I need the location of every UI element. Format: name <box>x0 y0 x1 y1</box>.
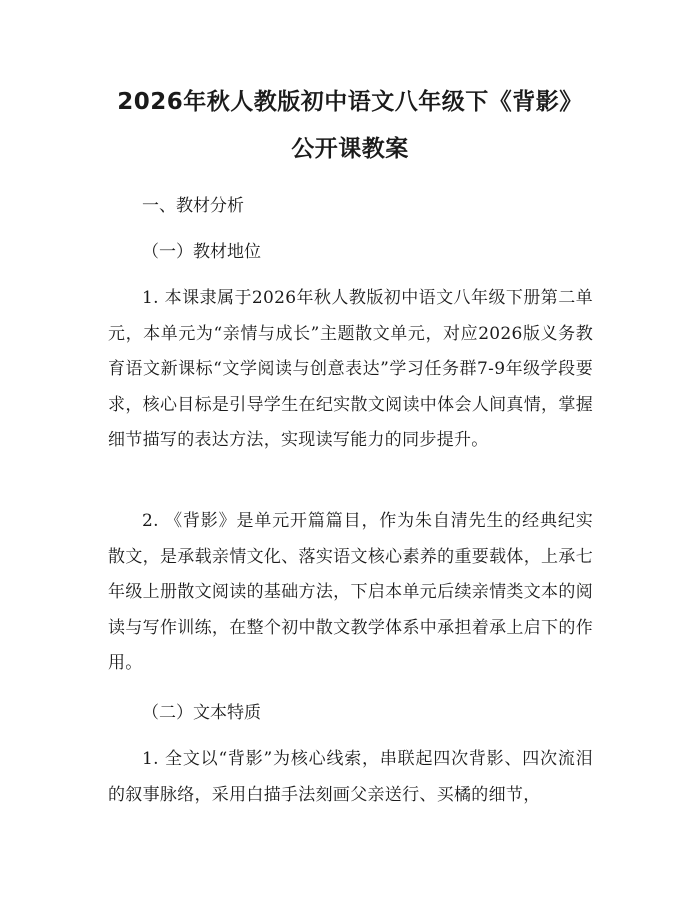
paragraph-text-features: 1. 全文以“背影”为核心线索，串联起四次背影、四次流泪的叙事脉络，采用白描手法刻画父亲送行、买橘的细节， <box>108 749 593 805</box>
document-title-line1: 2026年秋人教版初中语文八年级下《背影》 <box>117 89 583 115</box>
section-heading-teaching-material-analysis: 一、教材分析 <box>142 196 244 216</box>
document-title-line2: 公开课教案 <box>291 136 409 162</box>
paragraph-unit-context: 1. 本课隶属于2026年秋人教版初中语文八年级下册第二单元，本单元为“亲情与成长”主题散文单元，对应2026版义务教育语文新课标“文学阅读与创意表达”学习任务群7-9年级学段要求，核心目标是引导学生在纪实散文阅读中体会人间真情，掌握细节描写的表达方法，实现读写能力的同步提升。 <box>108 288 593 450</box>
subsection-heading-text-features: （二）文本特质 <box>142 703 261 723</box>
subsection-heading-material-position: （一）教材地位 <box>142 242 261 262</box>
paragraph-text-role: 2. 《背影》是单元开篇篇目，作为朱自清先生的经典纪实散文，是承载亲情文化、落实语文核心素养的重要载体，上承七年级上册散文阅读的基础方法，下启本单元后续亲情类文本的阅读与写作训练，在整个初中散文教学体系中承担着承上启下的作用。 <box>108 511 593 673</box>
